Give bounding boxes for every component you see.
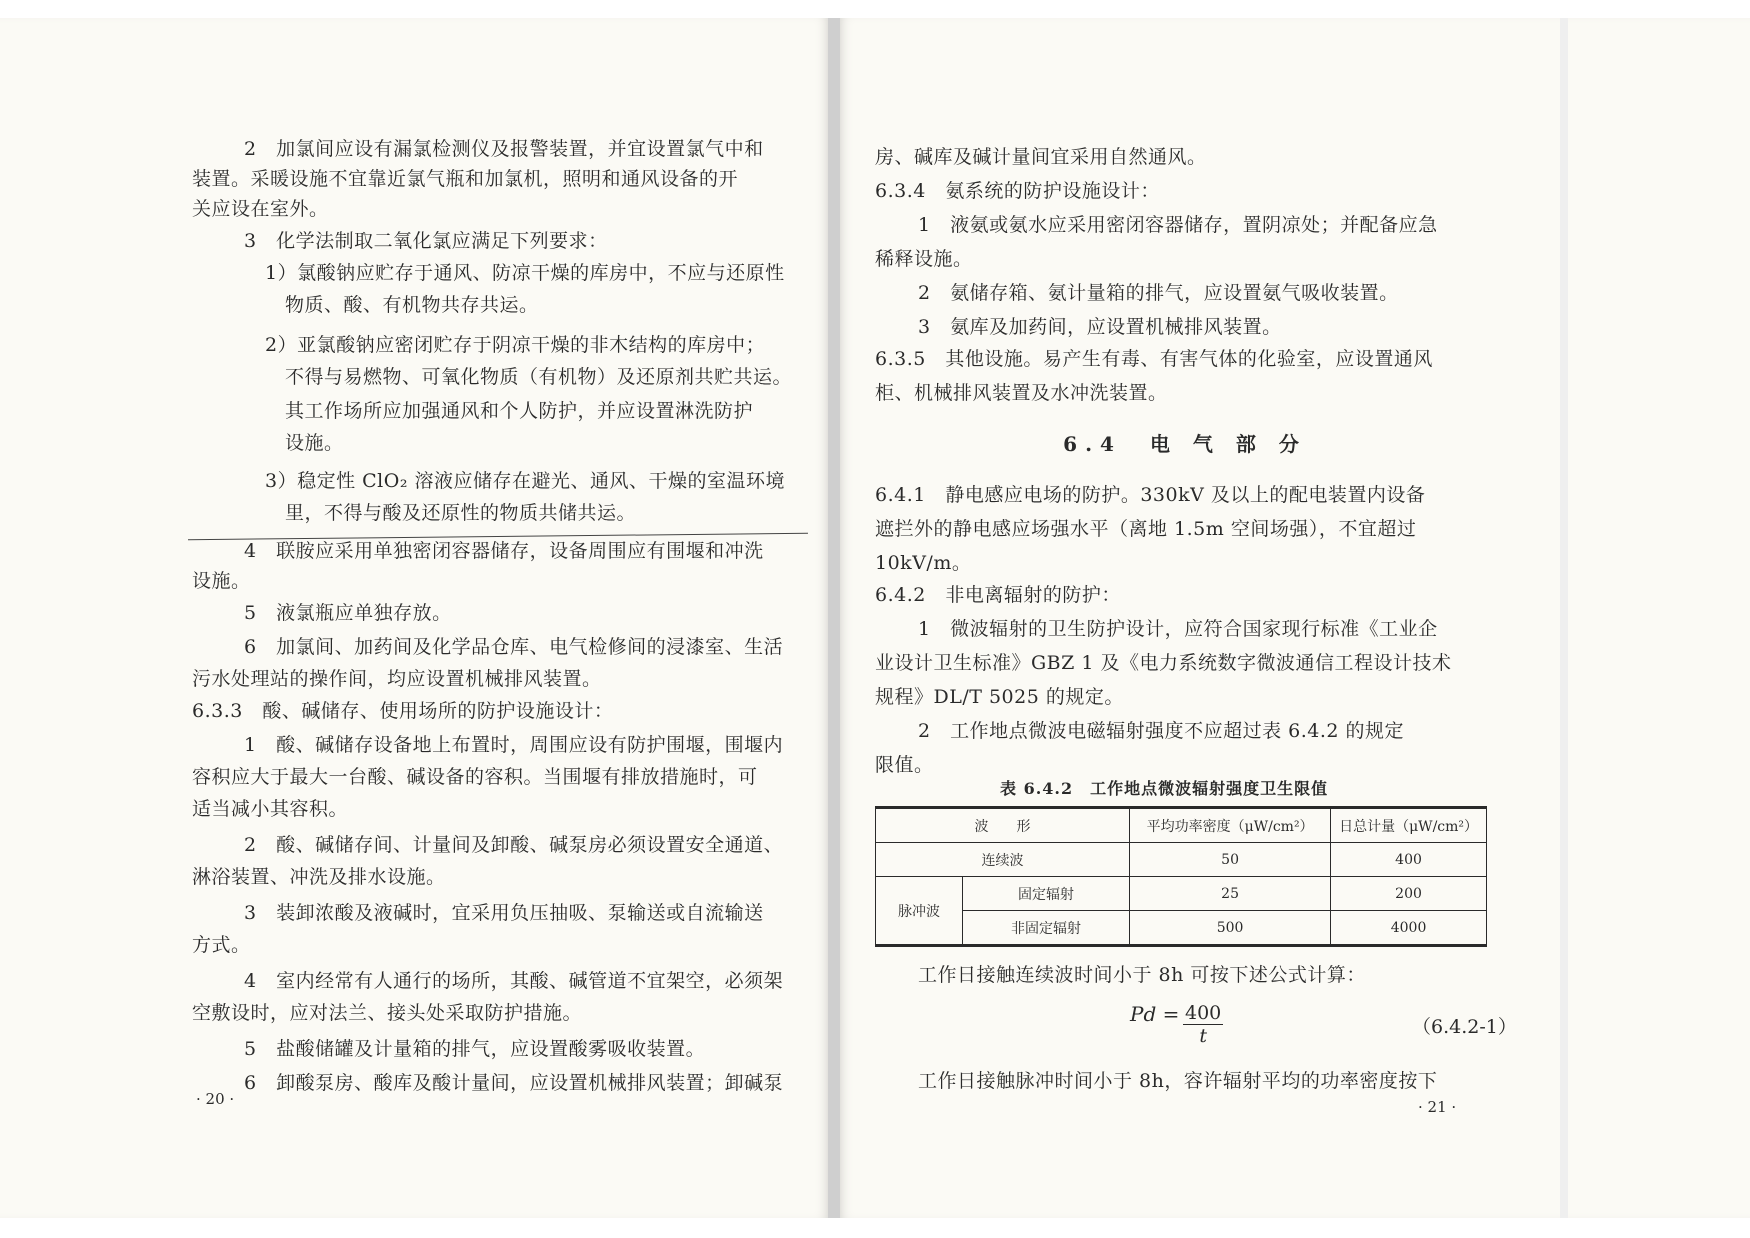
formula-numerator: 400 bbox=[1185, 1002, 1222, 1024]
text-line: 房、碱库及碱计量间宜采用自然通风。 bbox=[875, 146, 1207, 168]
text-line: 物质、酸、有机物共存共运。 bbox=[285, 294, 539, 316]
text-line: 1 酸、碱储存设备地上布置时，周围应设有防护围堰，围堰内 bbox=[244, 734, 784, 756]
text-line: 遮拦外的静电感应场强水平（离地 1.5m 空间场强），不宜超过 bbox=[875, 518, 1417, 540]
text-line: 3）稳定性 ClO₂ 溶液应储存在避光、通风、干燥的室温环境 bbox=[265, 470, 785, 492]
text-line: 柜、机械排风装置及水冲洗装置。 bbox=[875, 382, 1168, 404]
clause-heading: 6.3.4 氨系统的防护设施设计： bbox=[875, 180, 1160, 202]
table-header-row bbox=[876, 808, 1487, 843]
text-line: 规程》DL/T 5025 的规定。 bbox=[875, 686, 1124, 708]
text-line: 3 装卸浓酸及液碱时，宜采用负压抽吸、泵输送或自流输送 bbox=[244, 902, 764, 924]
page-number-right: · 21 · bbox=[1418, 1098, 1457, 1116]
table-cell: 50 bbox=[1130, 843, 1331, 877]
formula-number: （6.4.2-1） bbox=[1412, 1016, 1517, 1038]
table-cell: 400 bbox=[1331, 843, 1487, 877]
table-cell: 固定辐射 bbox=[963, 877, 1130, 911]
table-header-cell: 平均功率密度（μW/cm²） bbox=[1130, 808, 1331, 843]
radiation-limit-table bbox=[875, 806, 1487, 947]
text-line: 空敷设时，应对法兰、接头处采取防护措施。 bbox=[192, 1002, 583, 1024]
table-cell: 连续波 bbox=[876, 843, 1130, 877]
text-line: 3 氨库及加药间，应设置机械排风装置。 bbox=[918, 316, 1282, 338]
text-line: 设施。 bbox=[285, 432, 344, 454]
text-line: 容积应大于最大一台酸、碱设备的容积。当围堰有排放措施时，可 bbox=[192, 766, 758, 788]
text-line: 1 液氨或氨水应采用密闭容器储存，置阴凉处；并配备应急 bbox=[918, 214, 1438, 236]
clause-heading: 6.4.1 静电感应电场的防护。330kV 及以上的配电装置内设备 bbox=[875, 484, 1426, 506]
text-line: 3 化学法制取二氧化氯应满足下列要求： bbox=[244, 230, 608, 252]
table-cell: 脉冲波 bbox=[876, 877, 963, 946]
text-line: 1）氯酸钠应贮存于通风、防凉干燥的库房中，不应与还原性 bbox=[265, 262, 785, 284]
text-line: 2）亚氯酸钠应密闭贮存于阴凉干燥的非木结构的库房中； bbox=[265, 334, 766, 356]
table-row bbox=[876, 877, 1487, 911]
formula-denominator: t bbox=[1199, 1025, 1207, 1047]
text-line: 设施。 bbox=[192, 570, 251, 592]
text-line: 5 盐酸储罐及计量箱的排气，应设置酸雾吸收装置。 bbox=[244, 1038, 706, 1060]
text-line: 2 加氯间应设有漏氯检测仪及报警装置，并宜设置氯气中和 bbox=[244, 138, 764, 160]
text-line: 装置。采暖设施不宜靠近氯气瓶和加氯机，照明和通风设备的开 bbox=[192, 168, 739, 190]
text-line: 10kV/m。 bbox=[875, 552, 972, 574]
table-cell: 4000 bbox=[1331, 911, 1487, 946]
text-line: 不得与易燃物、可氧化物质（有机物）及还原剂共贮共运。 bbox=[285, 366, 793, 388]
formula-lhs: Pd = bbox=[1130, 1002, 1180, 1026]
text-line-struck: 4 联胺应采用单独密闭容器储存，设备周围应有围堰和冲洗 bbox=[244, 540, 764, 562]
table-header-cell: 波 形 bbox=[876, 808, 1130, 843]
text-line: 方式。 bbox=[192, 934, 251, 956]
text-line: 6 加氯间、加药间及化学品仓库、电气检修间的浸漆室、生活 bbox=[244, 636, 784, 658]
text-line: 限值。 bbox=[875, 754, 934, 776]
table-row bbox=[876, 911, 1487, 946]
text-line: 其工作场所应加强通风和个人防护，并应设置淋洗防护 bbox=[285, 400, 754, 422]
section-title: 6.4 电 气 部 分 bbox=[1063, 432, 1307, 456]
text-line: 业设计卫生标准》GBZ 1 及《电力系统数字微波通信工程设计技术 bbox=[875, 652, 1452, 674]
table-cell: 200 bbox=[1331, 877, 1487, 911]
text-line: 适当减小其容积。 bbox=[192, 798, 349, 820]
text-line: 4 室内经常有人通行的场所，其酸、碱管道不宜架空，必须架 bbox=[244, 970, 784, 992]
table-caption: 表 6.4.2 工作地点微波辐射强度卫生限值 bbox=[1000, 779, 1329, 798]
text-line: 工作日接触脉冲时间小于 8h，容许辐射平均的功率密度按下 bbox=[918, 1070, 1438, 1092]
clause-heading: 6.3.3 酸、碱储存、使用场所的防护设施设计： bbox=[192, 700, 614, 722]
text-line: 污水处理站的操作间，均应设置机械排风装置。 bbox=[192, 668, 602, 690]
clause-heading: 6.4.2 非电离辐射的防护： bbox=[875, 584, 1121, 606]
text-line: 2 酸、碱储存间、计量间及卸酸、碱泵房必须设置安全通道、 bbox=[244, 834, 784, 856]
table-header-cell: 日总计量（μW/cm²） bbox=[1331, 808, 1487, 843]
text-line: 稀释设施。 bbox=[875, 248, 973, 270]
page-edge bbox=[1560, 18, 1568, 1218]
page-number-left: · 20 · bbox=[196, 1090, 235, 1108]
text-line: 关应设在室外。 bbox=[192, 198, 329, 220]
table-cell: 500 bbox=[1130, 911, 1331, 946]
table-row bbox=[876, 843, 1487, 877]
text-line: 里，不得与酸及还原性的物质共储共运。 bbox=[285, 502, 637, 524]
text-line: 2 氨储存箱、氨计量箱的排气，应设置氨气吸收装置。 bbox=[918, 282, 1399, 304]
text-line: 6 卸酸泵房、酸库及酸计量间，应设置机械排风装置；卸碱泵 bbox=[244, 1072, 784, 1094]
table-cell: 非固定辐射 bbox=[963, 911, 1130, 946]
table-cell: 25 bbox=[1130, 877, 1331, 911]
formula-fraction bbox=[1183, 1002, 1223, 1047]
text-line: 淋浴装置、冲洗及排水设施。 bbox=[192, 866, 446, 888]
clause-heading: 6.3.5 其他设施。易产生有毒、有害气体的化验室，应设置通风 bbox=[875, 348, 1433, 370]
text-line: 2 工作地点微波电磁辐射强度不应超过表 6.4.2 的规定 bbox=[918, 720, 1405, 742]
text-line: 5 液氯瓶应单独存放。 bbox=[244, 602, 452, 624]
text-line: 工作日接触连续波时间小于 8h 可按下述公式计算： bbox=[918, 964, 1366, 986]
text-line: 1 微波辐射的卫生防护设计，应符合国家现行标准《工业企 bbox=[918, 618, 1438, 640]
